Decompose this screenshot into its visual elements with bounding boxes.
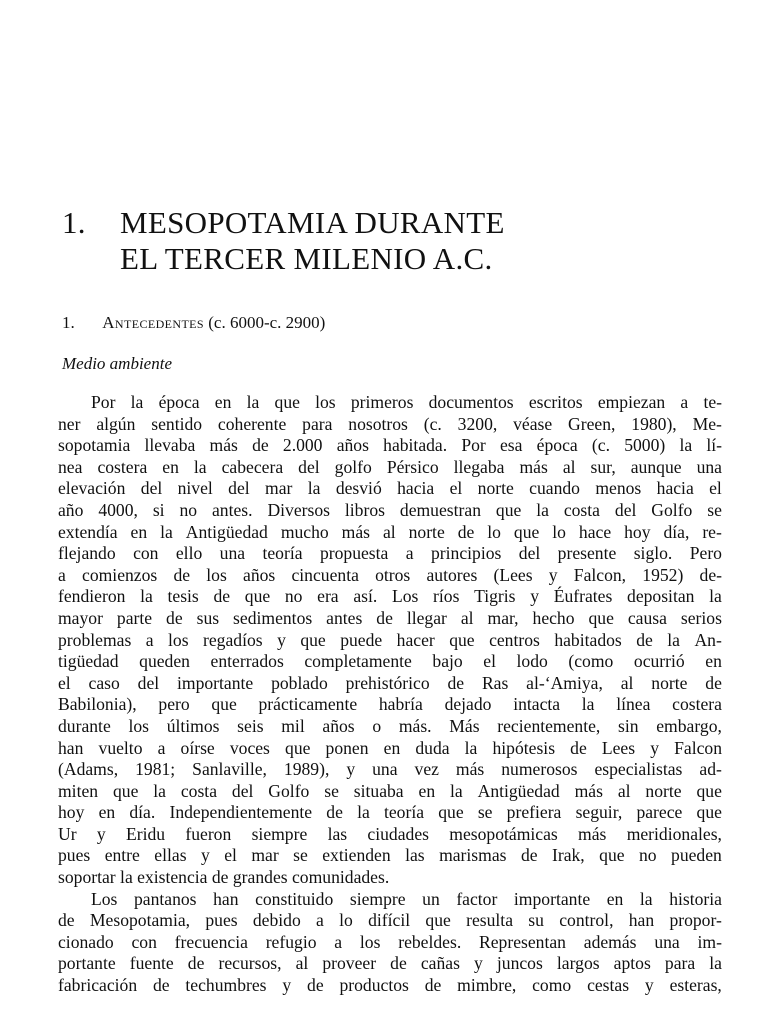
text-line: ner algún sentido coherente para nosotros (c. 3200, véase Green, 1980), Me- xyxy=(58,413,722,434)
text-line: a comienzos de los años cincuenta otros autores (Lees y Falcon, 1952) de- xyxy=(58,564,722,585)
text-line: flejando con ello una teoría propuesta a principios del presente siglo. Pero xyxy=(58,543,722,564)
text-line: Los pantanos han constituido siempre un factor importante en la historia xyxy=(91,888,722,909)
text-line: el caso del importante poblado prehistórico de Ras al-‘Amiya, al norte de xyxy=(58,672,722,693)
text-line: portante fuente de recursos, al proveer de cañas y juncos largos aptos para la xyxy=(58,953,722,974)
text-line: sopotamia llevaba más de 2.000 años habitada. Por esa época (c. 5000) la lí- xyxy=(58,435,722,456)
text-line: mayor parte de sus sedimentos antes de llegar al mar, hecho que causa serios xyxy=(58,607,722,628)
text-line: Por la época en la que los primeros documentos escritos empiezan a te- xyxy=(91,392,722,412)
text-line: tigüedad queden enterrados completamente bajo el lodo (como ocurrió en xyxy=(58,651,722,672)
text-line: pues entre ellas y el mar se extienden las marismas de Irak, que no pueden xyxy=(58,845,722,866)
text-line: problemas a los regadíos y que puede hacer que centros habitados de la An- xyxy=(58,629,722,650)
text-line: soportar la existencia de grandes comunidades. xyxy=(58,867,390,888)
chapter-title-line-2: EL TERCER MILENIO A.C. xyxy=(120,241,493,276)
text-line: miten que la costa del Golfo se situaba en la Antigüedad más al norte que xyxy=(58,780,722,801)
text-line: cionado con frecuencia refugio a los rebeldes. Representan además una im- xyxy=(58,931,722,952)
body-text xyxy=(58,392,722,997)
section-dates: (c. 6000-c. 2900) xyxy=(208,313,326,332)
text-line: año 4000, si no antes. Diversos libros demuestran que la costa del Golfo se xyxy=(58,499,722,520)
text-line: hoy en día. Independientemente de la teoría que se prefiera seguir, parece que xyxy=(58,802,722,823)
paragraph xyxy=(58,392,722,889)
text-line: extendía en la Antigüedad mucho más al norte de lo que lo hace hoy día, re- xyxy=(58,521,722,542)
paragraph xyxy=(58,889,722,997)
text-line: elevación del nivel del mar la desvió hacia el norte cuando menos hacia el xyxy=(58,478,722,499)
subheading: Medio ambiente xyxy=(62,354,172,373)
text-line: Ur y Eridu fueron siempre las ciudades mesopotámicas más meridionales, xyxy=(58,823,722,844)
section-heading xyxy=(62,313,325,333)
chapter-title-line-1: MESOPOTAMIA DURANTE xyxy=(120,205,505,240)
text-line: fabricación de techumbres y de productos de mimbre, como cestas y esteras, xyxy=(58,975,722,996)
text-line: han vuelto a oírse voces que ponen en duda la hipótesis de Lees y Falcon xyxy=(58,737,722,758)
text-line: (Adams, 1981; Sanlaville, 1989), y una vez más numerosos especialistas ad- xyxy=(58,759,722,780)
chapter-number: 1. xyxy=(62,205,86,240)
text-line: nea costera en la cabecera del golfo Pérsico llegaba más al sur, aunque una xyxy=(58,456,722,477)
text-line: fendieron la tesis de que no era así. Los ríos Tigris y Éufrates depositan la xyxy=(58,586,722,607)
text-line: de Mesopotamia, pues debido a lo difícil que resulta su control, han propor- xyxy=(58,910,722,931)
section-number: 1. xyxy=(62,313,75,332)
section-title: Antecedentes xyxy=(102,313,204,332)
text-line: durante los últimos seis mil años o más. Más recientemente, sin embargo, xyxy=(58,715,722,736)
text-line: Babilonia), pero que prácticamente habría dejado intacta la línea costera xyxy=(58,694,722,715)
